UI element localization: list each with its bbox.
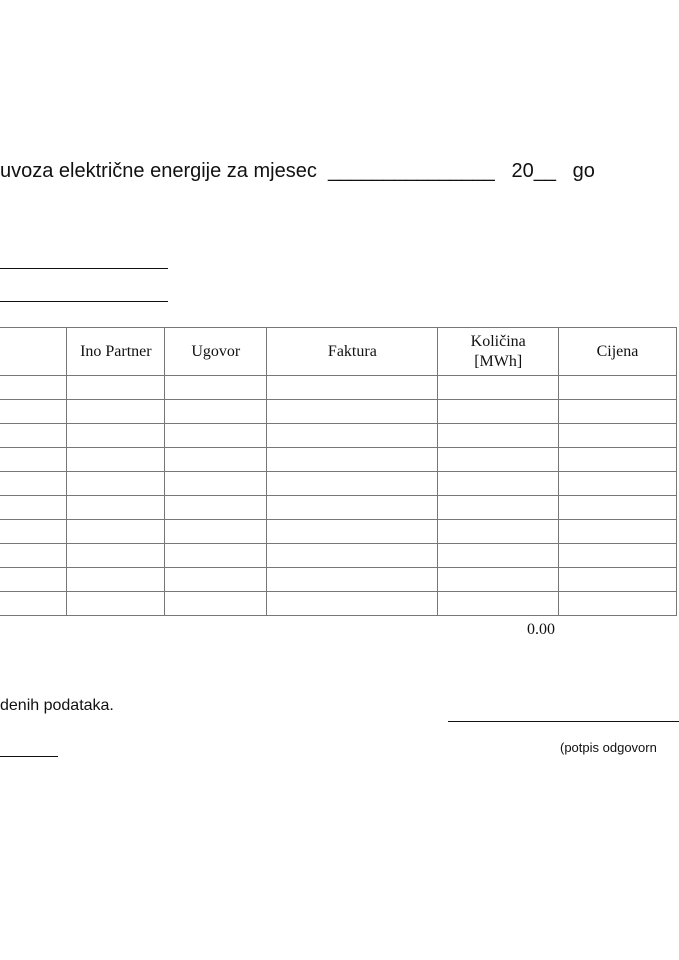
table-cell[interactable]: [165, 496, 267, 520]
table-cell[interactable]: [267, 424, 438, 448]
signature-caption: (potpis odgovorn: [560, 740, 657, 755]
table-cell[interactable]: [0, 496, 67, 520]
table-cell[interactable]: [0, 448, 67, 472]
table-cell[interactable]: [438, 400, 558, 424]
field-line-2[interactable]: [0, 301, 168, 302]
table-cell[interactable]: [67, 472, 165, 496]
signature-line[interactable]: [448, 721, 679, 722]
table-cell[interactable]: [0, 520, 67, 544]
table-cell[interactable]: [267, 448, 438, 472]
table-cell[interactable]: [267, 472, 438, 496]
table-cell[interactable]: [438, 424, 558, 448]
table-row: [0, 496, 677, 520]
table-cell[interactable]: [267, 568, 438, 592]
table-cell[interactable]: [267, 544, 438, 568]
heading-suffix: go: [572, 160, 595, 182]
table-cell[interactable]: [438, 448, 558, 472]
table-cell[interactable]: [558, 544, 676, 568]
table-cell[interactable]: [0, 592, 67, 616]
table-row: [0, 376, 677, 400]
table-cell[interactable]: [0, 568, 67, 592]
table-cell[interactable]: [267, 592, 438, 616]
table-cell[interactable]: [67, 520, 165, 544]
col-header-ugovor: Ugovor: [165, 328, 267, 376]
table-cell[interactable]: [67, 448, 165, 472]
col-header-faktura: Faktura: [267, 328, 438, 376]
table-cell[interactable]: [438, 376, 558, 400]
table-cell[interactable]: [67, 400, 165, 424]
total-quantity: 0.00: [527, 621, 555, 638]
table-cell[interactable]: [0, 400, 67, 424]
month-blank[interactable]: _______________: [327, 160, 495, 182]
table-cell[interactable]: [558, 520, 676, 544]
table-cell[interactable]: [558, 448, 676, 472]
table-cell[interactable]: [267, 496, 438, 520]
table-cell[interactable]: [67, 424, 165, 448]
table-row: [0, 568, 677, 592]
table-cell[interactable]: [67, 496, 165, 520]
table-cell[interactable]: [165, 424, 267, 448]
table-row: [0, 424, 677, 448]
table-cell[interactable]: [67, 592, 165, 616]
table-cell[interactable]: [558, 592, 676, 616]
col-header-cijena: Cijena: [558, 328, 676, 376]
table-cell[interactable]: [0, 544, 67, 568]
table-cell[interactable]: [0, 472, 67, 496]
statement-text: denih podataka.: [0, 697, 114, 714]
table-cell[interactable]: [67, 568, 165, 592]
table-cell[interactable]: [558, 496, 676, 520]
table-cell[interactable]: [0, 376, 67, 400]
col-header-kolicina: Količina [MWh]: [438, 328, 558, 376]
table-cell[interactable]: [438, 496, 558, 520]
table-cell[interactable]: [67, 376, 165, 400]
table-cell[interactable]: [267, 376, 438, 400]
date-line[interactable]: [0, 756, 58, 757]
table-cell[interactable]: [558, 568, 676, 592]
table-cell[interactable]: [438, 544, 558, 568]
table-cell[interactable]: [558, 472, 676, 496]
table-cell[interactable]: [165, 520, 267, 544]
heading-text: uvoza električne energije za mjesec: [0, 160, 317, 182]
table-cell[interactable]: [558, 424, 676, 448]
import-table: [0, 327, 677, 616]
table-cell[interactable]: [438, 568, 558, 592]
table-cell[interactable]: [558, 376, 676, 400]
table-cell[interactable]: [438, 592, 558, 616]
table-row: [0, 448, 677, 472]
table-cell[interactable]: [165, 472, 267, 496]
table-cell[interactable]: [165, 400, 267, 424]
table-cell[interactable]: [165, 568, 267, 592]
table-cell[interactable]: [267, 520, 438, 544]
table-row: [0, 520, 677, 544]
table-cell[interactable]: [267, 400, 438, 424]
table-cell[interactable]: [438, 520, 558, 544]
table-cell[interactable]: [558, 400, 676, 424]
table-row: [0, 544, 677, 568]
table-row: [0, 400, 677, 424]
table-header-row: [0, 328, 677, 376]
table-cell[interactable]: [165, 448, 267, 472]
table-cell[interactable]: [438, 472, 558, 496]
col-header-ino-partner: Ino Partner: [67, 328, 165, 376]
form-heading: [0, 160, 595, 183]
col-header-blank: [0, 328, 67, 376]
year-blank[interactable]: 20__: [511, 160, 556, 182]
field-line-1[interactable]: [0, 268, 168, 269]
table-cell[interactable]: [67, 544, 165, 568]
table-row: [0, 472, 677, 496]
table-cell[interactable]: [165, 544, 267, 568]
table-cell[interactable]: [165, 376, 267, 400]
table-cell[interactable]: [165, 592, 267, 616]
table-cell[interactable]: [0, 424, 67, 448]
table-row: [0, 592, 677, 616]
